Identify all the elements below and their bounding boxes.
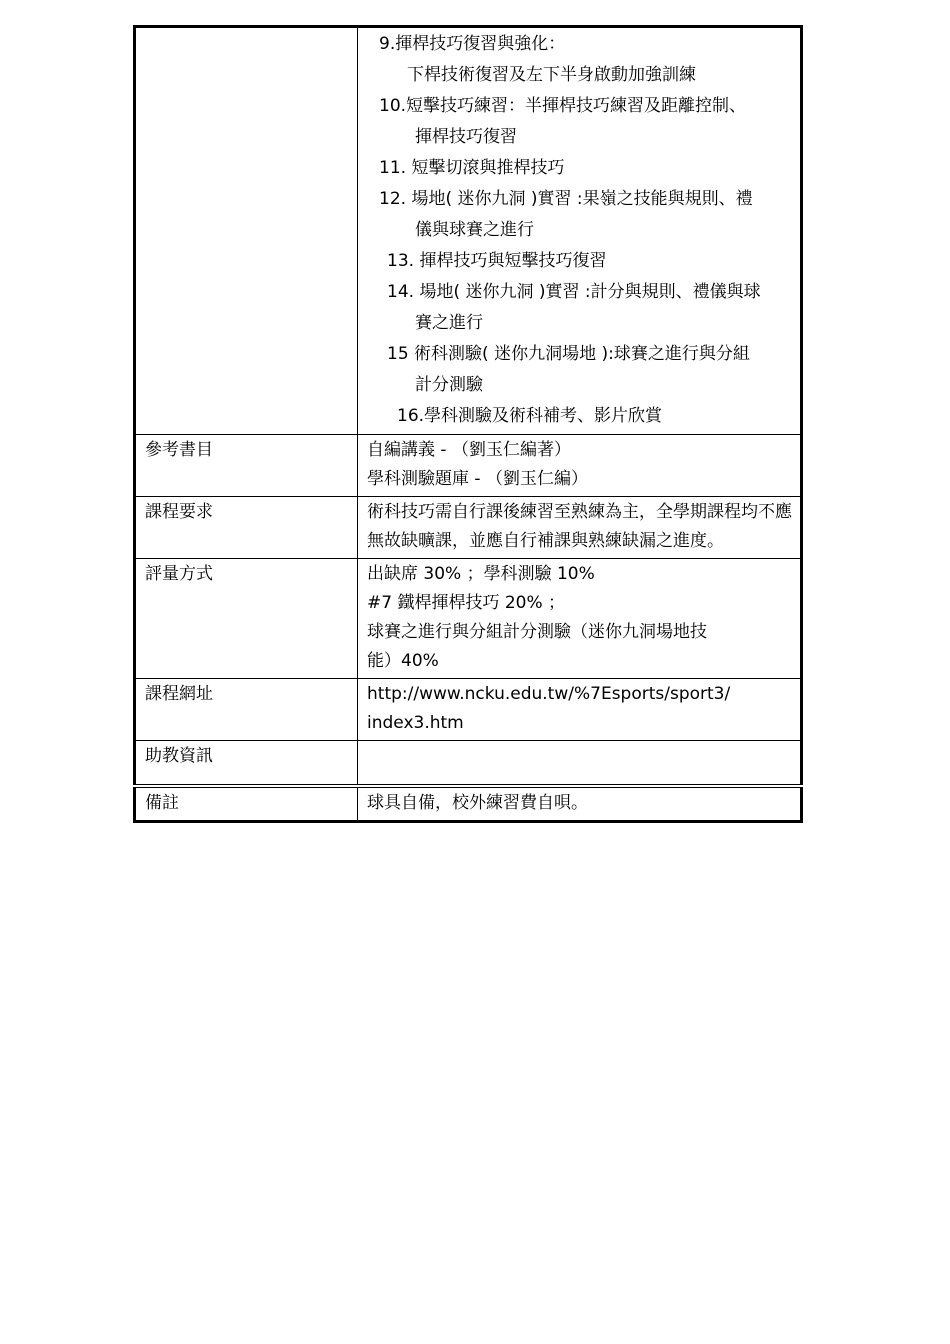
notes-value: 球具自備，校外練習費自唄。: [358, 786, 802, 822]
references-cell: [358, 435, 802, 497]
notes-row: [135, 786, 802, 822]
requirements-row: [135, 497, 802, 559]
schedule-line: 賽之進行: [415, 313, 483, 333]
schedule-line: 10.短擊技巧練習：半揮桿技巧練習及距離控制、: [379, 96, 747, 116]
grading-line: #7 鐵桿揮桿技巧 20% ；: [367, 593, 566, 613]
grading-cell: [358, 559, 802, 679]
schedule-line: 16.學科測驗及術科補考、影片欣賞: [397, 406, 663, 426]
schedule-line: 9.揮桿技巧復習與強化：: [379, 34, 566, 54]
schedule-line: 揮桿技巧復習: [415, 127, 517, 147]
grading-line: 球賽之進行與分組計分測驗（迷你九洞場地技: [367, 622, 707, 642]
requirements-text: 術科技巧需自行課後練習至熟練為主，全學期課程均不應無故缺曠課，並應自行補課與熟練缺漏之進度。: [367, 502, 792, 551]
schedule-line: 12. 場地( 迷你九洞 )實習 :果嶺之技能與規則、禮: [379, 189, 753, 209]
schedule-line: 14. 場地( 迷你九洞 )實習 :計分與規則、禮儀與球: [387, 282, 761, 302]
website-link[interactable]: index3.htm: [367, 713, 464, 733]
schedule-line: 計分測驗: [415, 375, 483, 395]
ta-info-row: [135, 741, 802, 787]
requirements-label: 課程要求: [135, 497, 358, 559]
grading-line: 能）40%: [367, 651, 439, 671]
syllabus-table: [133, 25, 803, 823]
schedule-cell: [358, 27, 802, 435]
schedule-line: 儀與球賽之進行: [415, 220, 534, 240]
references-row: [135, 435, 802, 497]
schedule-line: 下桿技術復習及左下半身啟動加強訓練: [407, 65, 696, 85]
grading-label: 評量方式: [135, 559, 358, 679]
ta-info-value: [358, 741, 802, 787]
references-label: 參考書目: [135, 435, 358, 497]
schedule-label-cell: [135, 27, 358, 435]
requirements-cell: [358, 497, 802, 559]
notes-label: 備註: [135, 786, 358, 822]
reference-line: 自編講義 - （劉玉仁編著）: [367, 440, 571, 460]
grading-row: [135, 559, 802, 679]
schedule-line: 13. 揮桿技巧與短擊技巧復習: [387, 251, 607, 271]
website-row: [135, 679, 802, 741]
website-label: 課程網址: [135, 679, 358, 741]
reference-line: 學科測驗題庫 - （劉玉仁編）: [367, 469, 588, 489]
schedule-row: [135, 27, 802, 435]
website-link[interactable]: http://www.ncku.edu.tw/%7Esports/sport3/: [367, 684, 731, 704]
grading-line: 出缺席 30% ；學科測驗 10%: [367, 564, 595, 584]
schedule-line: 11. 短擊切滾與推桿技巧: [379, 158, 565, 178]
schedule-line: 15 術科測驗( 迷你九洞場地 ):球賽之進行與分組: [387, 344, 750, 364]
website-cell[interactable]: [358, 679, 802, 741]
ta-info-label: 助教資訊: [135, 741, 358, 787]
